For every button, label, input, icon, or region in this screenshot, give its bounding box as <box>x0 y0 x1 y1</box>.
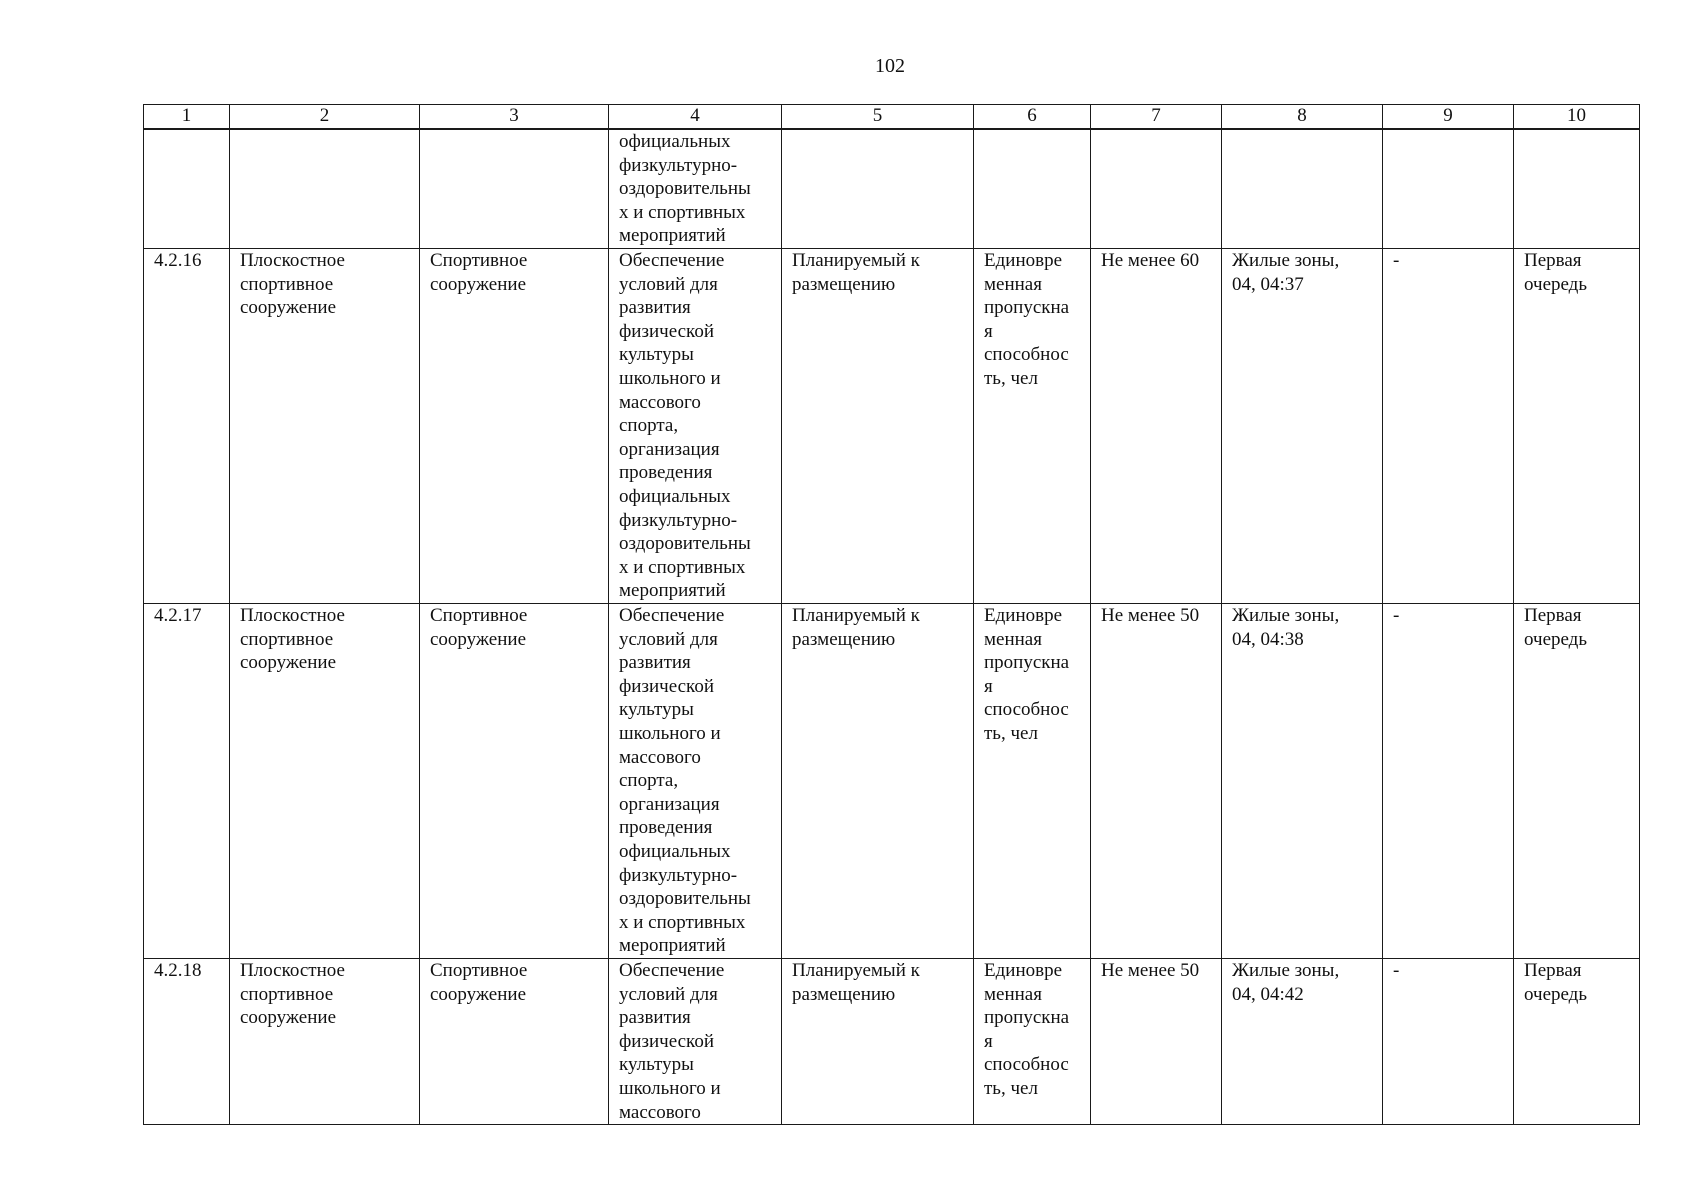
cell-value: Не менее 50 <box>1091 603 1222 958</box>
cell-object-name: Плоскостное спортивное сооружение <box>230 603 420 958</box>
column-number: 10 <box>1514 105 1640 130</box>
table-row <box>144 958 1640 1124</box>
cell-purpose: Обеспечение условий для развития физической культуры школьного и массового спорта, организация проведения официальных физкультурно- оздоровительны х и спортивных мероприятий <box>609 603 782 958</box>
column-number: 6 <box>974 105 1091 130</box>
cell-status <box>782 129 974 248</box>
cell-number: 4.2.17 <box>144 603 230 958</box>
cell-parameter <box>974 129 1091 248</box>
cell-purpose: Обеспечение условий для развития физической культуры школьного и массового спорта, организация проведения официальных физкультурно- оздоровительны х и спортивных мероприятий <box>609 248 782 603</box>
column-number: 7 <box>1091 105 1222 130</box>
table-row <box>144 248 1640 603</box>
cell-zone: - <box>1383 248 1514 603</box>
page-number: 102 <box>875 55 905 77</box>
table-row-continuation <box>144 129 1640 248</box>
cell-object-type: Спортивное сооружение <box>420 603 609 958</box>
cell-status: Планируемый к размещению <box>782 603 974 958</box>
cell-stage: Первая очередь <box>1514 958 1640 1124</box>
cell-status: Планируемый к размещению <box>782 958 974 1124</box>
column-number: 9 <box>1383 105 1514 130</box>
cell-purpose: Обеспечение условий для развития физической культуры школьного и массового <box>609 958 782 1124</box>
cell-stage: Первая очередь <box>1514 248 1640 603</box>
cell-parameter: Единовре менная пропускна я способнос ть, чел <box>974 958 1091 1124</box>
cell-value: Не менее 50 <box>1091 958 1222 1124</box>
table-row <box>144 603 1640 958</box>
cell-number: 4.2.16 <box>144 248 230 603</box>
cell-location: Жилые зоны, 04, 04:38 <box>1222 603 1383 958</box>
cell-zone: - <box>1383 603 1514 958</box>
cell-stage: Первая очередь <box>1514 603 1640 958</box>
cell-zone: - <box>1383 958 1514 1124</box>
cell-location: Жилые зоны, 04, 04:37 <box>1222 248 1383 603</box>
cell-object-name: Плоскостное спортивное сооружение <box>230 248 420 603</box>
cell-value <box>1091 129 1222 248</box>
objects-table <box>143 104 1640 1125</box>
column-number: 1 <box>144 105 230 130</box>
cell-value: Не менее 60 <box>1091 248 1222 603</box>
cell-object-type: Спортивное сооружение <box>420 248 609 603</box>
cell-object-type <box>420 129 609 248</box>
cell-parameter: Единовре менная пропускна я способнос ть, чел <box>974 248 1091 603</box>
cell-location: Жилые зоны, 04, 04:42 <box>1222 958 1383 1124</box>
cell-parameter: Единовре менная пропускна я способнос ть, чел <box>974 603 1091 958</box>
cell-zone <box>1383 129 1514 248</box>
cell-number: 4.2.18 <box>144 958 230 1124</box>
cell-purpose: официальных физкультурно- оздоровительны х и спортивных мероприятий <box>609 129 782 248</box>
column-number: 5 <box>782 105 974 130</box>
cell-location <box>1222 129 1383 248</box>
cell-object-name: Плоскостное спортивное сооружение <box>230 958 420 1124</box>
cell-number <box>144 129 230 248</box>
column-number: 8 <box>1222 105 1383 130</box>
column-number: 3 <box>420 105 609 130</box>
column-number: 2 <box>230 105 420 130</box>
cell-status: Планируемый к размещению <box>782 248 974 603</box>
cell-object-name <box>230 129 420 248</box>
cell-stage <box>1514 129 1640 248</box>
column-number-row <box>144 105 1640 130</box>
cell-object-type: Спортивное сооружение <box>420 958 609 1124</box>
column-number: 4 <box>609 105 782 130</box>
